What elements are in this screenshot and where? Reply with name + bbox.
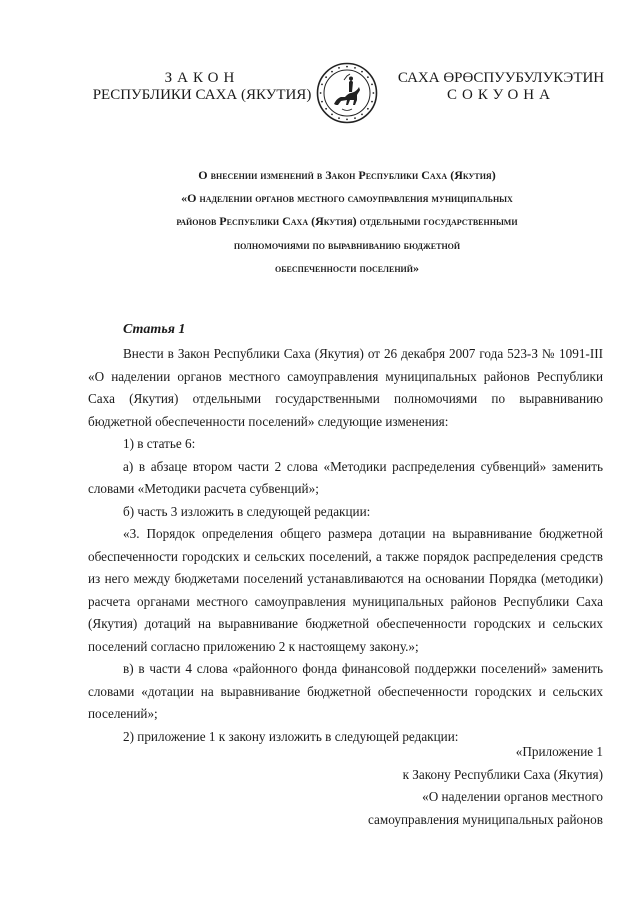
paragraph: 2) приложение 1 к закону изложить в следующей редакции: [123,728,459,744]
header-sakha-law: СОКУОНА [447,87,555,103]
paragraph: в) в части 4 слова «районного фонда финансовой поддержки поселений» заменить словами «дотации на выравнивание бюджетной обеспеченности городских и сельских поселений»; [88,661,603,721]
document-header [0,0,640,140]
appendix-line: самоуправления муниципальных районов [368,811,603,827]
title-line: О внесении изменений в Закон Республики Саха (Якутия) [198,168,496,182]
paragraph: «3. Порядок определения общего размера дотации на выравнивание бюджетной обеспеченности городских и сельских поселений, а также порядок распределения средств из него между бюджетами поселений устанавливаются на основании Порядка (методики) расчета органами местного самоуправления муниципальных районов Республики Саха (Якутия) дотаций на выравнивание бюджетной обеспеченности городских и сельских поселений согласно приложению 2 к настоящему закону.»; [88,526,603,654]
header-republic-name: РЕСПУБЛИКИ САХА (ЯКУТИЯ) [92,87,312,103]
header-right [396,70,606,104]
appendix-line: к Закону Республики Саха (Якутия) [402,766,603,782]
title-line: районов Республики Саха (Якутия) отдельными государственными [176,214,518,229]
paragraph: 1) в статье 6: [123,436,196,451]
header-sakha-title: САХА ӨРӨСПУУБУЛУКЭТИН [397,70,605,86]
header-left [88,70,316,104]
title-line: «О наделении органов местного самоуправления муниципальных [181,191,513,206]
sakha-emblem-icon [316,62,378,124]
paragraph: Внести в Закон Республики Саха (Якутия) от 26 декабря 2007 года 523-З № 1091-III «О наделении органов местного самоуправления муниципальных районов Республики Саха (Якутия) отдельными государственными полномочиями по выравниванию бюджетной обеспеченности поселений» следующие изменения: [88,346,603,429]
appendix-line: «О наделении органов местного [422,789,603,804]
article-heading: Статья 1 [123,322,186,337]
title-line: полномочиями по выравниванию бюджетной [233,237,461,252]
law-title [90,164,604,280]
article-body [88,343,603,748]
paragraph: а) в абзаце втором части 2 слова «Методики распределения субвенций» заменить словами «Методики расчета субвенций»; [88,458,603,496]
header-law-title: ЗАКОН [164,70,240,86]
appendix-line: «Приложение 1 [515,744,603,759]
appendix-block [203,741,603,831]
paragraph: б) часть 3 изложить в следующей редакции: [123,503,371,519]
title-line: обеспеченности поселений» [274,260,419,275]
